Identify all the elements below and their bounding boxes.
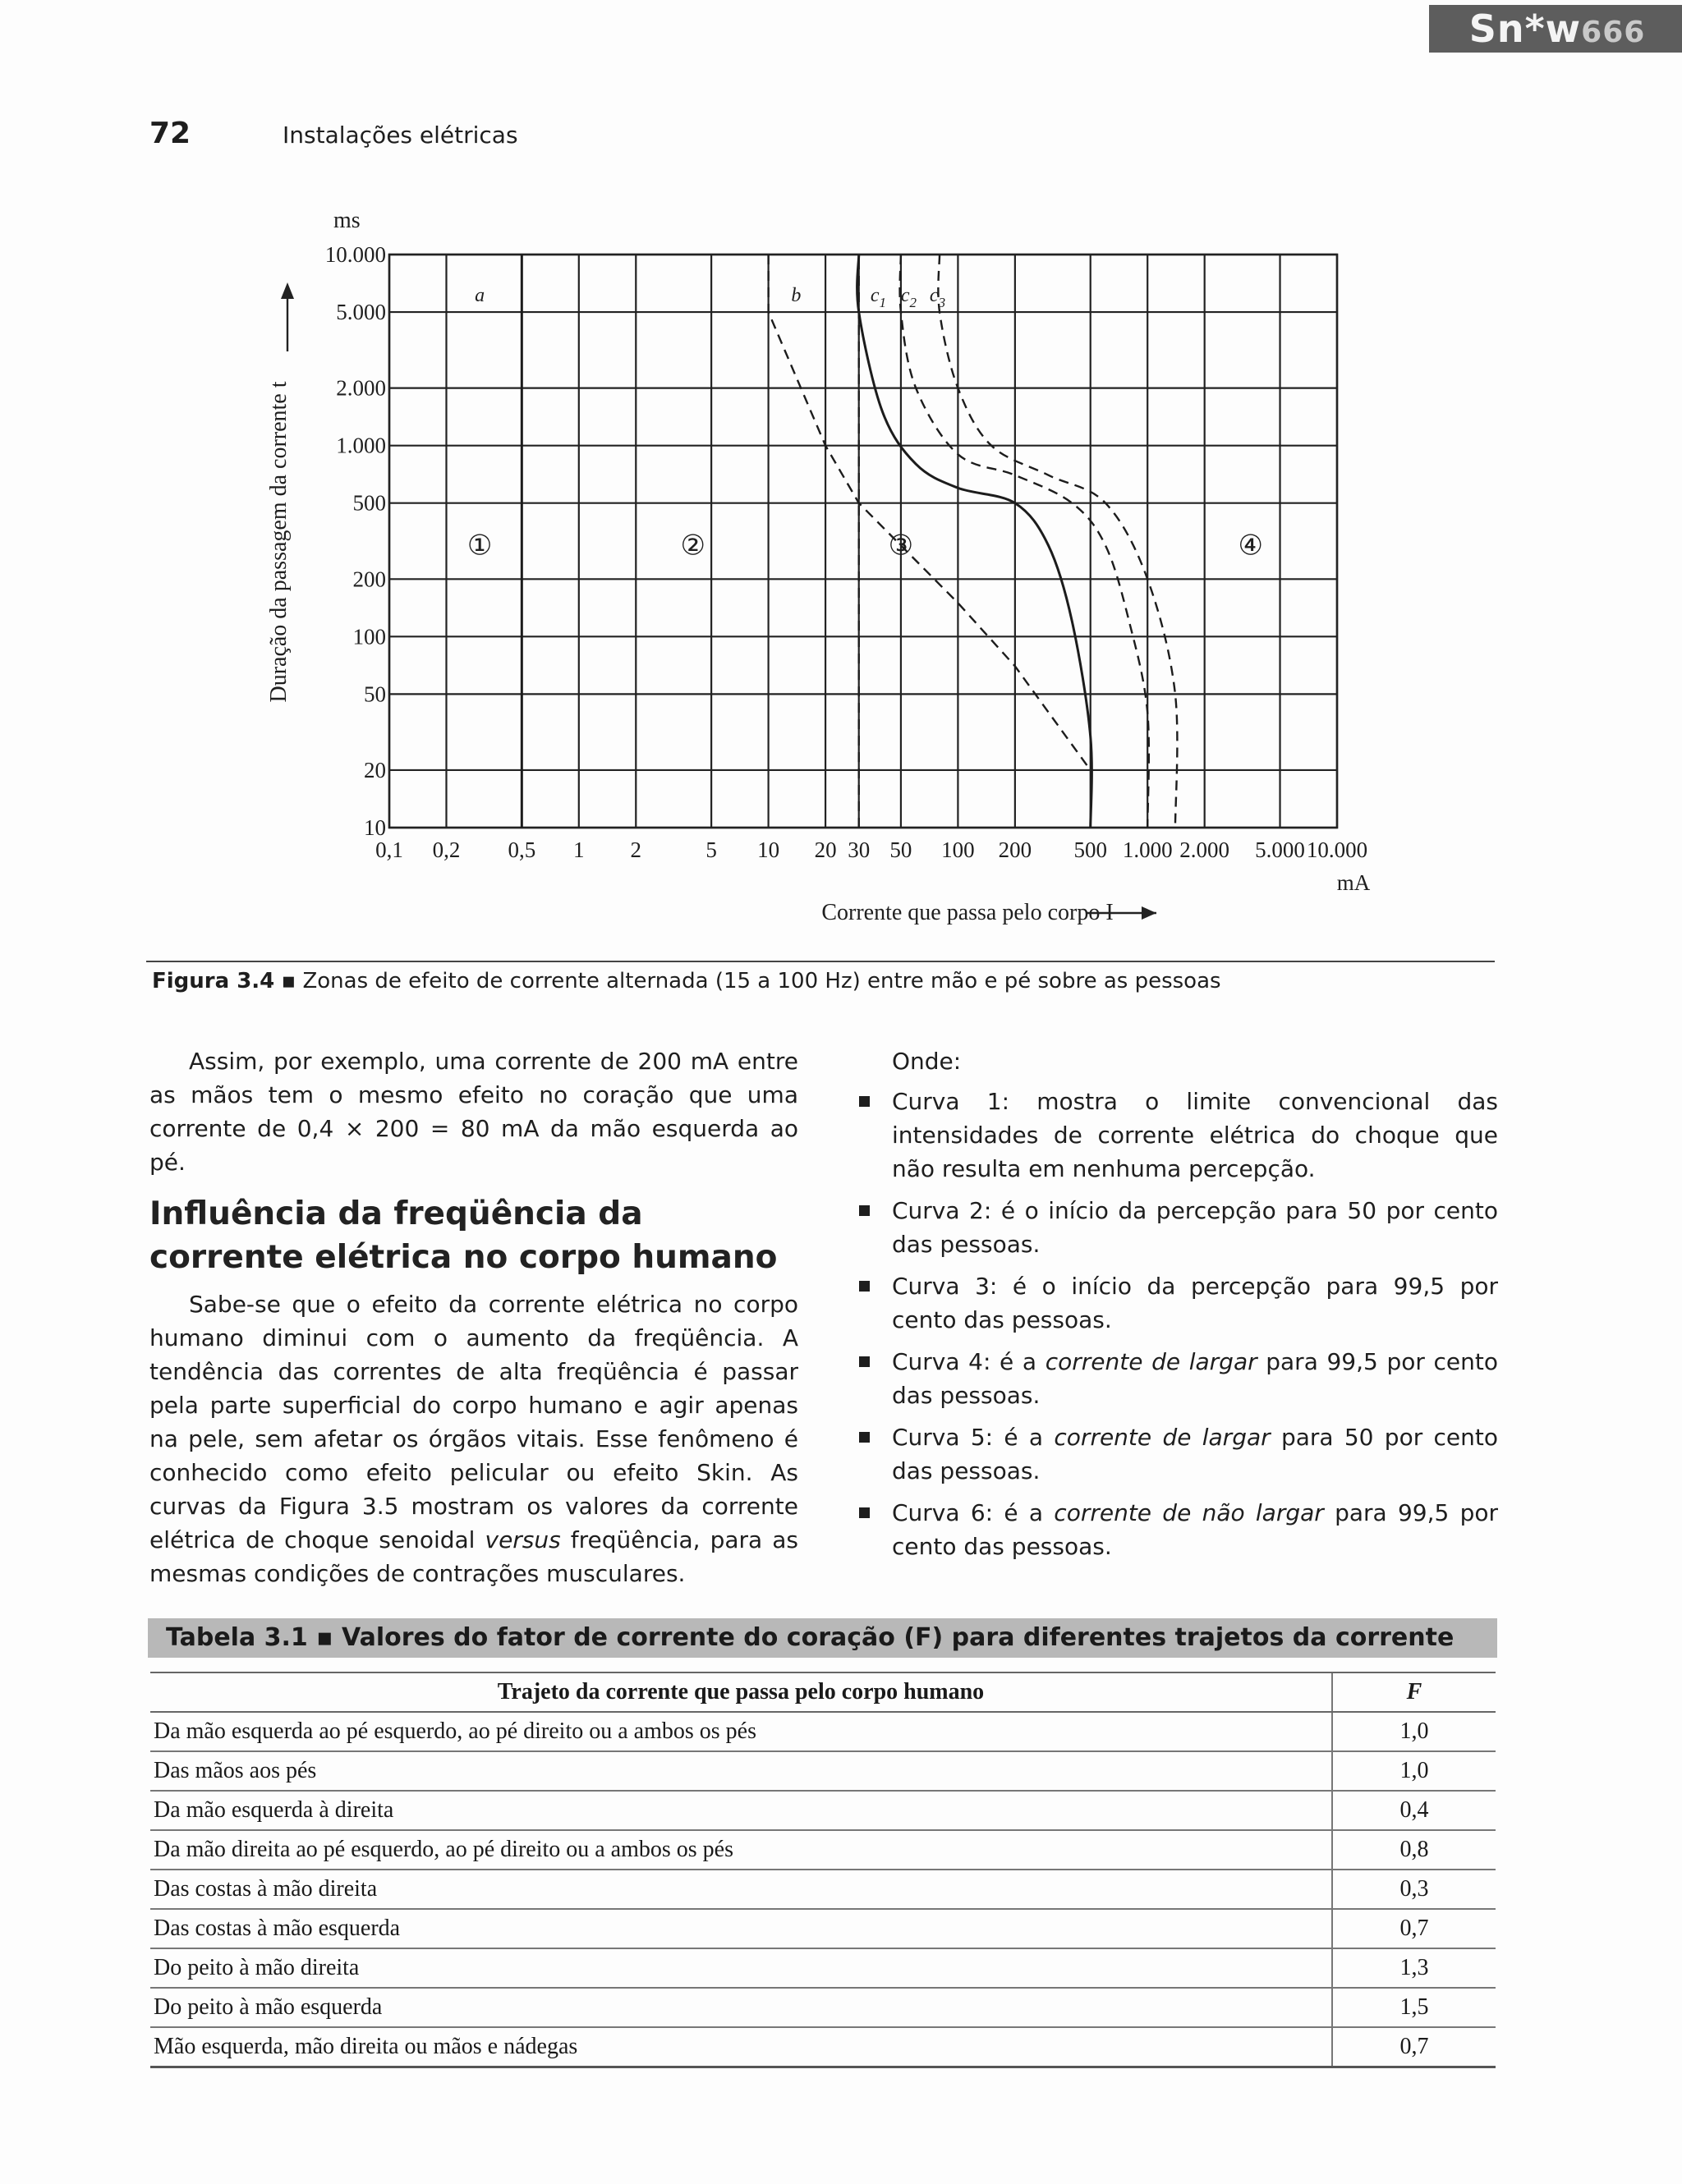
x-tick-label: 5 <box>705 837 717 862</box>
curve-label-c1: $c_1$ <box>870 284 886 310</box>
table-title-bar <box>148 1618 1497 1658</box>
y-tick-label: 200 <box>352 567 386 592</box>
left-column <box>149 1044 798 1590</box>
x-tick-label: 30 <box>848 837 871 862</box>
x-tick-label: 1 <box>573 837 585 862</box>
x-axis-label: Corrente que passa pelo corpo I <box>821 900 1114 925</box>
y-tick-label: 10 <box>364 815 386 840</box>
list-item: Curva 2: é o início da percepção para 50 por cento das pessoas. <box>857 1194 1498 1261</box>
table-title: Tabela 3.1 ▪ Valores do fator de corrente do coração (F) para diferentes trajetos da corrente <box>166 1623 1455 1652</box>
x-tick-label: 2 <box>630 837 642 862</box>
page-number: 72 <box>149 117 191 150</box>
x-tick-label: 20 <box>814 837 837 862</box>
figure-chart <box>261 204 1460 943</box>
table-header-row <box>150 1672 1496 1712</box>
table-row: Do peito à mão direita 1,3 <box>150 1948 1496 1988</box>
list-item: Curva 5: é a corrente de largar para 50 por cento das pessoas. <box>857 1420 1498 1488</box>
x-unit-label: mA <box>1336 870 1371 895</box>
zone-label-4: ④ <box>1238 530 1264 562</box>
curve-label-b: b <box>791 284 802 306</box>
y-tick-label: 10.000 <box>324 242 386 267</box>
y-tick-label: 2.000 <box>336 375 386 401</box>
paragraph-frequency <box>149 1287 798 1590</box>
x-tick-label: 0,2 <box>432 837 461 862</box>
watermark-number: 666 <box>1581 16 1646 49</box>
section-heading: Influência da freqüência da corrente elétrica no corpo humano <box>149 1195 778 1276</box>
curve-label-a: a <box>475 284 485 306</box>
list-item: Curva 6: é a corrente de não largar para 99,5 por cento das pessoas. <box>857 1496 1498 1563</box>
para2-emphasis: versus <box>485 1526 561 1553</box>
x-tick-label: 2.000 <box>1179 837 1230 862</box>
heart-factor-table <box>150 1672 1496 2068</box>
x-tick-label: 500 <box>1073 837 1107 862</box>
y-axis-arrow-head <box>281 282 294 299</box>
y-tick-label: 20 <box>364 757 386 782</box>
table-row: Das costas à mão direita 0,3 <box>150 1870 1496 1909</box>
y-tick-label: 50 <box>364 681 386 707</box>
table-row: Do peito à mão esquerda 1,5 <box>150 1988 1496 2027</box>
y-axis-label: Duração da passagem da corrente t <box>266 381 292 703</box>
list-item: Curva 1: mostra o limite convencional das intensidades de corrente elétrica do choque que não resulta em nenhuma percepção. <box>857 1085 1498 1186</box>
curve-list <box>857 1085 1498 1563</box>
curve-c3 <box>938 255 1177 828</box>
table-row: Da mão direita ao pé esquerdo, ao pé direito ou a ambos os pés 0,8 <box>150 1830 1496 1870</box>
table-row: Da mão esquerda à direita 0,4 <box>150 1791 1496 1830</box>
list-item: Curva 3: é o início da percepção para 99,5 por cento das pessoas. <box>857 1269 1498 1337</box>
x-tick-label: 0,5 <box>508 837 536 862</box>
curve-label-c2: $c_2$ <box>900 284 917 310</box>
x-tick-label: 0,1 <box>375 837 403 862</box>
table-row: Mão esquerda, mão direita ou mãos e nádegas 0,7 <box>150 2027 1496 2067</box>
x-tick-label: 5.000 <box>1255 837 1305 862</box>
col-header-path: Trajeto da corrente que passa pelo corpo humano <box>150 1672 1332 1712</box>
x-tick-label: 10.000 <box>1306 837 1368 862</box>
table-row: Das costas à mão esquerda 0,7 <box>150 1909 1496 1948</box>
curve-c2 <box>900 255 1149 828</box>
watermark <box>1429 5 1682 53</box>
zone-label-2: ② <box>680 530 705 562</box>
figure-divider <box>146 961 1495 962</box>
table-row: Da mão esquerda ao pé esquerdo, ao pé direito ou a ambos os pés 1,0 <box>150 1712 1496 1751</box>
watermark-brand: Sn*w <box>1468 7 1582 51</box>
x-axis-arrow-head <box>1142 906 1156 920</box>
curve-label-c3: $c_3$ <box>929 284 946 310</box>
curve-b <box>769 255 1091 770</box>
figure-caption <box>152 969 1221 993</box>
table-row: Das mãos aos pés 1,0 <box>150 1751 1496 1791</box>
para2-end: freqüência, para as mesmas condições de contrações musculares. <box>149 1526 798 1587</box>
x-tick-label: 10 <box>757 837 780 862</box>
running-title: Instalações elétricas <box>283 122 518 149</box>
col-header-f: F <box>1332 1672 1496 1712</box>
onde-label: Onde: <box>892 1048 962 1075</box>
paragraph-example: Assim, por exemplo, uma corrente de 200 mA entre as mãos tem o mesmo efeito no coração que uma corrente de 0,4 × 200 = 80 mA da mão esquerda ao pé. <box>149 1048 798 1176</box>
caption-label: Figura 3.4 <box>152 969 275 993</box>
y-tick-label: 1.000 <box>336 433 386 458</box>
x-tick-label: 1.000 <box>1122 837 1173 862</box>
list-item: Curva 4: é a corrente de largar para 99,5 por cento das pessoas. <box>857 1345 1498 1412</box>
x-tick-label: 200 <box>998 837 1032 862</box>
caption-text: Zonas de efeito de corrente alternada (15 a 100 Hz) entre mão e pé sobre as pessoas <box>302 969 1221 993</box>
y-tick-label: 500 <box>352 490 386 516</box>
y-unit-label: ms <box>333 208 361 233</box>
x-tick-label: 100 <box>941 837 975 862</box>
right-column <box>857 1044 1498 1571</box>
zone-label-1: ① <box>466 530 493 562</box>
caption-bullet: ▪ <box>281 969 296 993</box>
zone-label-3: ③ <box>888 530 914 562</box>
y-tick-label: 5.000 <box>336 300 386 325</box>
chart-svg <box>261 204 1460 943</box>
y-tick-label: 100 <box>352 624 386 649</box>
para2-start: Sabe-se que o efeito da corrente elétrica no corpo humano diminui com o aumento da freqüência. A tendência das correntes de alta freqüência é passar pela parte superficial do corpo humano e agir apenas na pele, sem afetar os órgãos vitais. Esse fenômeno é conhecido como efeito pelicular ou efeito Skin. As curvas da Figura 3.5 mostram os valores da corrente elétrica de choque senoidal <box>149 1291 798 1553</box>
x-tick-label: 50 <box>889 837 912 862</box>
